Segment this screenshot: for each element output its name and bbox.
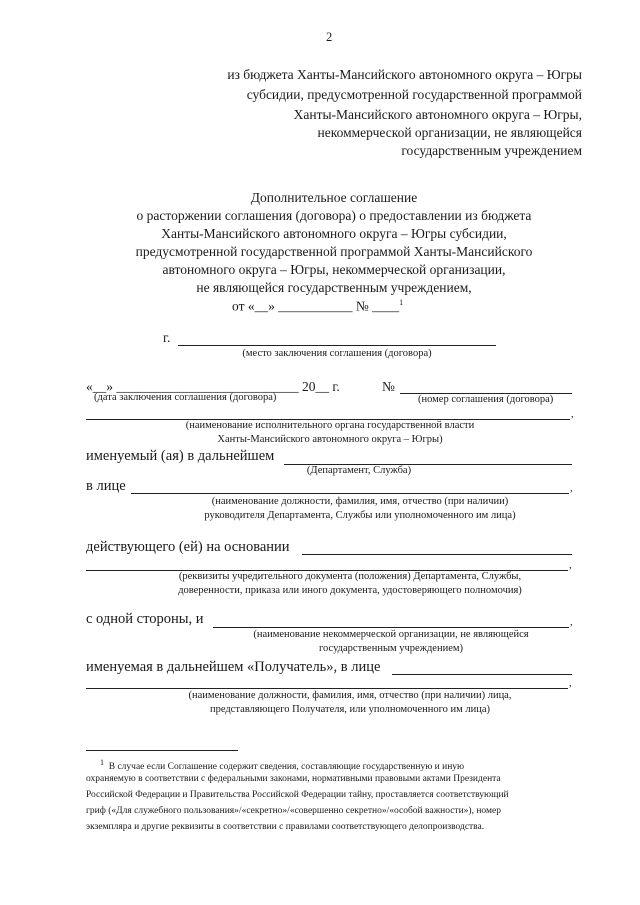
official-caption: (наименование должности, фамилия, имя, отчество (при наличии) [211,496,509,507]
title-line: Дополнительное соглашение [250,190,418,205]
recipient-caption: представляющего Получателя, или уполномоченного им лица) [209,704,491,715]
footnote-line: охраняемую в соответствии с федеральными законами, нормативными правовыми актами Президента [86,774,501,784]
recipient-label: именуемая в дальнейшем «Получатель», в лице [86,659,381,675]
header-line: субсидии, предусмотренной государственной программой [246,87,582,102]
title-line: предусмотренной государственной программой Ханты-Мансийского [135,244,533,259]
page-number: 2 [326,30,333,44]
place-field-line[interactable] [178,345,496,346]
footnote-ref: 1 [399,298,404,307]
footnote-separator [86,750,238,751]
header-line: некоммерческой организации, не являющейся [317,125,582,140]
title-date-text: от «__» ___________ № ____ [232,298,400,314]
recipient-caption: (наименование должности, фамилия, имя, отчество (при наличии) лица, [188,690,512,701]
authority-caption: (наименование исполнительного органа государственной власти [185,420,475,431]
recipient-field-line-1[interactable] [392,674,572,675]
basis-field-line-1[interactable] [302,554,572,555]
basis-caption: (реквизиты учредительного документа (положения) Департамента, Службы, [178,571,522,582]
named-caption: (Департамент, Служба) [306,465,412,476]
agreement-date: «__» ___________________________ 20__ г. [86,379,340,394]
line-end-comma: , [570,483,573,494]
official-caption: руководителя Департамента, Службы или уполномоченного им лица) [204,510,516,521]
org-caption: (наименование некоммерческой организации, не являющейся [253,629,529,640]
line-end-comma: , [569,678,572,689]
title-line: автономного округа – Югры, некоммерческой организации, [162,262,506,277]
one-side-label: с одной стороны, и [86,611,204,627]
number-label: № [382,379,395,394]
title-line: не являющейся государственным учреждением, [196,280,472,295]
line-end-comma: , [569,560,572,571]
org-caption: государственным учреждением) [318,643,464,654]
place-prefix: г. [163,330,171,345]
header-line: Ханты-Мансийского автономного округа – Югры, [293,107,582,122]
footnote-line: экземпляра и другие реквизиты в соответствии с правилами соответствующего делопроизводства. [86,822,485,832]
date-caption: (дата заключения соглашения (договора) [94,392,277,403]
footnote-line: Российской Федерации и Правительства Российской Федерации тайну, проставляется соответствующий [86,790,509,800]
number-caption: (номер соглашения (договора) [418,394,554,405]
in-person-label: в лице [86,478,126,494]
acting-label: действующего (ей) на основании [86,539,290,555]
footnote-line: гриф («Для служебного пользования»/«секретно»/«совершенно секретно»/«особой важности»), номер [86,806,501,816]
title-date-line [232,298,403,315]
named-label: именуемый (ая) в дальнейшем [86,448,275,464]
line-end-comma: , [570,617,573,628]
place-caption: (место заключения соглашения (договора) [242,348,432,359]
footnote-mark: 1 [100,758,104,767]
title-line: о расторжении соглашения (договора) о предоставлении из бюджета [136,208,532,223]
recipient-field-line-2[interactable] [86,688,568,689]
header-line: государственным учреждением [401,143,582,158]
footnote-line [100,758,464,772]
basis-caption: доверенности, приказа или иного документа, удостоверяющего полномочия) [178,585,522,596]
footnote-text: В случае если Соглашение содержит сведения, составляющие государственную и иную [108,762,465,773]
header-line: из бюджета Ханты-Мансийского автономного округа – Югры [227,67,582,82]
title-line: Ханты-Мансийского автономного округа – Югры субсидии, [161,226,507,241]
org-field-line[interactable] [213,627,569,628]
line-end-comma: , [571,409,574,420]
official-field-line[interactable] [131,493,569,494]
authority-caption: Ханты-Мансийского автономного округа – Югры) [217,434,443,445]
